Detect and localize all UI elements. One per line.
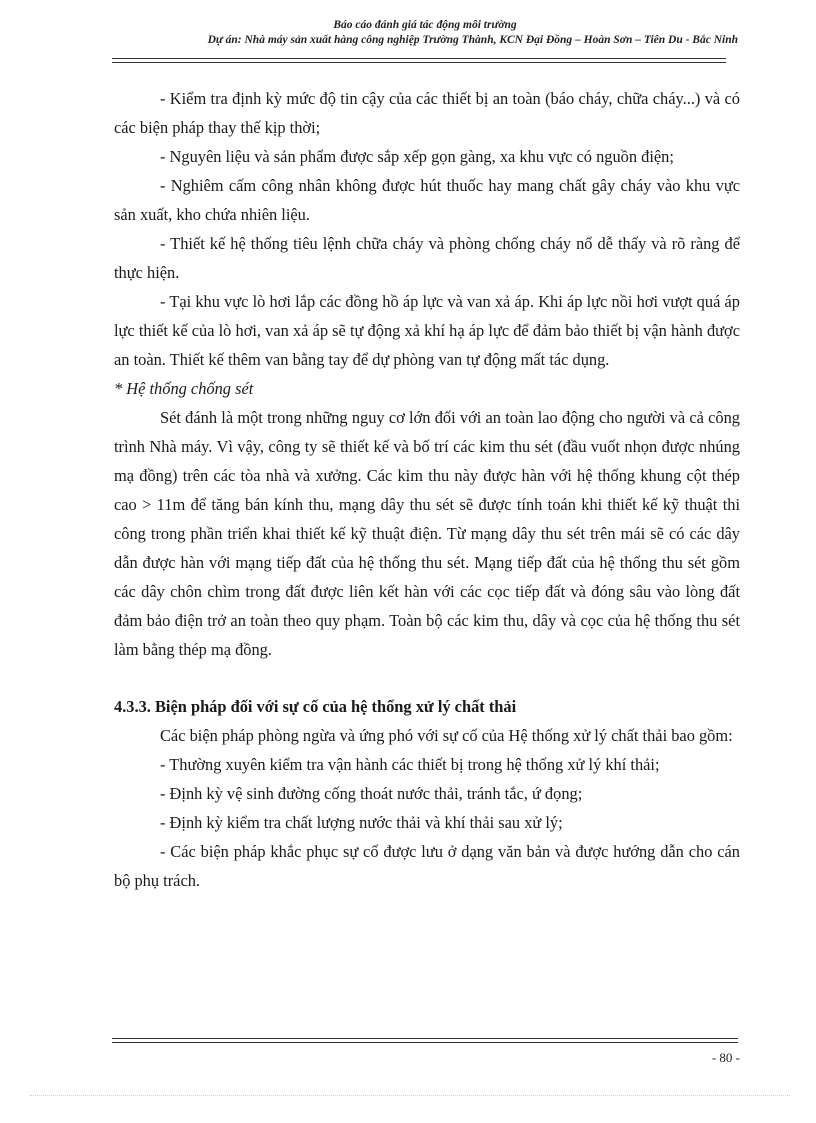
page-edge-divider xyxy=(30,1095,790,1096)
document-body xyxy=(114,84,740,895)
bullet-paragraph: - Nghiêm cấm công nhân không được hút thuốc hay mang chất gây cháy vào khu vực sản xuất, kho chứa nhiên liệu. xyxy=(114,176,740,224)
bullet-paragraph: - Tại khu vực lò hơi lắp các đồng hồ áp lực và van xả áp. Khi áp lực nồi hơi vượt quá áp lực thiết kế của lò hơi, van xả áp sẽ tự động xả khí hạ áp lực để đảm bảo thiết bị vận hành được an toàn. Thiết kế thêm van bằng tay để dự phòng van tự động mất tác dụng. xyxy=(114,292,740,369)
bullet-paragraph: - Định kỳ kiểm tra chất lượng nước thải và khí thải sau xử lý; xyxy=(160,813,563,832)
lightning-paragraph: Sét đánh là một trong những nguy cơ lớn đối với an toàn lao động cho người và cả công trình Nhà máy. Vì vậy, công ty sẽ thiết kế và bố trí các kim thu sét (đầu vuốt nhọn được nhúng mạ đồng) trên các tòa nhà và xưởng. Các kim thu này được hàn với hệ thống khung cột thép cao > 11m để tăng bán kính thu, mạng dây thu sét sẽ được tính toán khi thiết kế kỹ thuật thi công trong phần triển khai thiết kế kỹ thuật điện. Từ mạng dây thu sét trên mái sẽ có các dây dẫn được hàn với mạng tiếp đất của hệ thống thu sét. Mạng tiếp đất của hệ thống thu sét gồm các dây chôn chìm trong đất được liên kết hàn với các cọc tiếp đất và đóng sâu vào lòng đất đảm bảo điện trở an toàn theo quy phạm. Toàn bộ các kim thu, dây và cọc của hệ thống thu sét làm bằng thép mạ đồng. xyxy=(114,408,740,659)
section-intro: Các biện pháp phòng ngừa và ứng phó với sự cố của Hệ thống xử lý chất thải bao gồm: xyxy=(160,726,733,745)
page-header xyxy=(112,18,738,48)
footer-double-rule xyxy=(112,1038,738,1043)
bullet-paragraph: - Nguyên liệu và sản phẩm được sắp xếp gọn gàng, xa khu vực có nguồn điện; xyxy=(160,147,674,166)
bullet-paragraph: - Kiểm tra định kỳ mức độ tin cậy của các thiết bị an toàn (báo cháy, chữa cháy...) và có các biện pháp thay thế kịp thời; xyxy=(114,89,740,137)
bullet-paragraph: - Thiết kế hệ thống tiêu lệnh chữa cháy và phòng chống cháy nổ dễ thấy và rõ ràng để thực hiện. xyxy=(114,234,740,282)
page-number: - 80 - xyxy=(711,1050,740,1065)
bullet-paragraph: - Định kỳ vệ sinh đường cống thoát nước thải, tránh tắc, ứ đọng; xyxy=(160,784,583,803)
subheading-lightning: * Hệ thống chống sét xyxy=(114,379,254,398)
section-heading: 4.3.3. Biện pháp đối với sự cố của hệ thống xử lý chất thải xyxy=(114,697,517,716)
header-report-title: Báo cáo đánh giá tác động môi trường xyxy=(333,19,517,31)
bullet-paragraph: - Các biện pháp khắc phục sự cố được lưu ở dạng văn bản và được hướng dẫn cho cán bộ phụ trách. xyxy=(114,842,740,890)
header-project-name: Dự án: Nhà máy sản xuất hàng công nghiệp Trường Thành, KCN Đại Đồng – Hoàn Sơn – Tiên Du - Bắc Ninh xyxy=(207,34,738,46)
header-double-rule xyxy=(112,58,726,63)
bullet-paragraph: - Thường xuyên kiểm tra vận hành các thiết bị trong hệ thống xử lý khí thải; xyxy=(160,755,660,774)
